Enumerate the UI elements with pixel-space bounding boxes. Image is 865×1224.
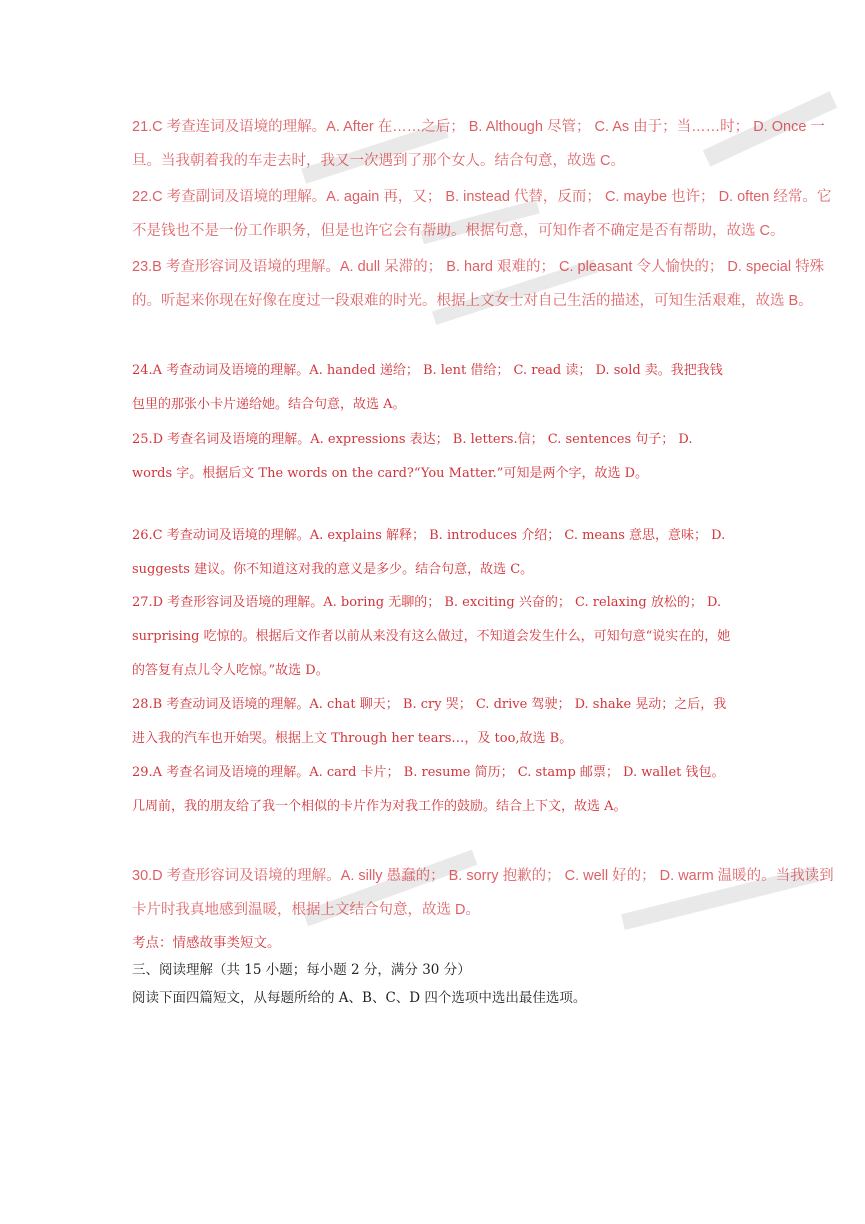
answer-29: 29.A 考查名词及语境的理解。A. card 卡片； B. resume 简历； C. stamp 邮票； D. wallet 钱包。几周前，我的朋友给了我一个相似的卡片作为对我工作的鼓励。结合上下文，故选 A。 <box>132 765 725 814</box>
answer-22: 22.C 考查副词及语境的理解。A. again 再，又； B. instead 代替，反而； C. maybe 也许； D. often 经常。它不是钱也不是一份工作职务，但是也许它会有帮助。根据句意，可知作者不确定是否有帮助，故选 C。 <box>132 189 832 239</box>
answer-27: 27.D 考查形容词及语境的理解。A. boring 无聊的； B. exciting 兴奋的； C. relaxing 放松的； D. surprising 吃惊的。根据后文作者以前从来没有这么做过，不知道会发生什么，可知句意“说实在的，她的答复有点儿令人吃惊。”故选 D。 <box>132 595 731 678</box>
answer-25: 25.D 考查名词及语境的理解。A. expressions 表达； B. letters.信； C. sentences 句子； D. words 字。根据后文 The words on the card?“You Matter.”可知是两个字，故选 D。 <box>132 432 693 481</box>
section-title: 三、阅读理解（共 15 小题；每小题 2 分，满分 30 分） <box>132 962 471 978</box>
answer-23: 23.B 考查形容词及语境的理解。A. dull 呆滞的； B. hard 艰难的； C. pleasant 令人愉快的； D. special 特殊的。听起来你现在好像在度过一段艰难的时光。根据上文女士对自己生活的描述，可知生活艰难，故选 B。 <box>132 259 825 309</box>
answer-30: 30.D 考查形容词及语境的理解。A. silly 愚蠢的； B. sorry 抱歉的； C. well 好的； D. warm 温暖的。当我读到卡片时我真地感到温暖，根据上文结合句意，故选 D。 <box>132 868 834 918</box>
answer-24: 24.A 考查动词及语境的理解。A. handed 递给； B. lent 借给； C. read 读； D. sold 卖。我把我钱包里的那张小卡片递给她。结合句意，故选 A。 <box>132 363 723 412</box>
kaodian-note: 考点：情感故事类短文。 <box>132 935 281 951</box>
answer-21: 21.C 考查连词及语境的理解。A. After 在……之后； B. Although 尽管； C. As 由于；当……时； D. Once 一旦。当我朝着我的车走去时，我又一次遇到了那个女人。结合句意，故选 C。 <box>132 119 825 169</box>
answer-26: 26.C 考查动词及语境的理解。A. explains 解释； B. introduces 介绍； C. means 意思，意味； D. suggests 建议。你不知道这对我的意义是多少。结合句意，故选 C。 <box>132 528 726 577</box>
section-instruction: 阅读下面四篇短文，从每题所给的 A、B、C、D 四个选项中选出最佳选项。 <box>132 990 587 1006</box>
answer-28: 28.B 考查动词及语境的理解。A. chat 聊天； B. cry 哭； C. drive 驾驶； D. shake 晃动；之后，我进入我的汽车也开始哭。根据上文 Through her tears…，及 too,故选 B。 <box>132 697 727 746</box>
